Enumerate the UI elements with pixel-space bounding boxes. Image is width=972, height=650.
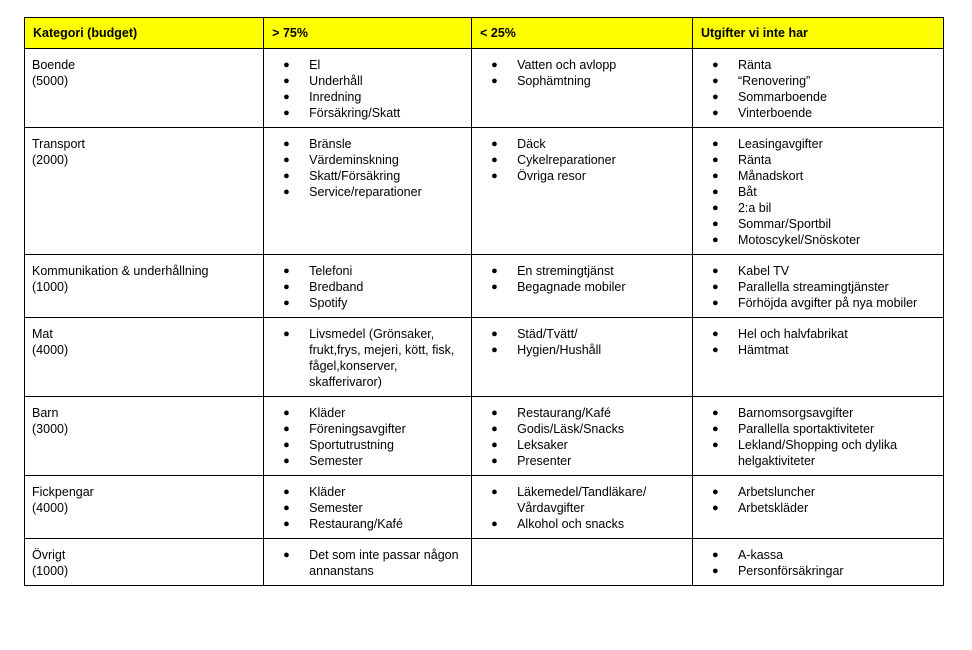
not-have-cell (692, 49, 943, 128)
bullet-icon: ● (711, 59, 719, 71)
list-item-text: Övriga resor (517, 169, 586, 183)
list-item-text: El (309, 58, 321, 72)
list-item-text: Arbetsluncher (737, 485, 816, 499)
list-item-text: Cykelreparationer (517, 153, 616, 167)
list-item-text: Vatten och avlopp (517, 58, 617, 72)
under-25-list (480, 326, 684, 358)
not-have-cell (692, 128, 943, 255)
category-budget: (2000) (32, 153, 69, 167)
bullet-icon: ● (283, 186, 290, 198)
list-item-text: Hämtmat (737, 343, 789, 357)
category-budget: (3000) (32, 422, 69, 436)
bullet-icon: ● (711, 138, 719, 150)
list-item-text: Läkemedel/Tandläkare/ Vårdavgifter (517, 485, 647, 515)
not-have-list (701, 326, 935, 358)
category-name: Boende (32, 58, 76, 72)
table-row (25, 49, 944, 128)
over-75-cell (264, 49, 472, 128)
list-item (480, 484, 684, 516)
budget-document (24, 17, 944, 586)
table-row (25, 255, 944, 318)
list-item (480, 421, 684, 437)
over-75-list (272, 57, 463, 121)
category-name: Fickpengar (32, 485, 94, 499)
under-25-cell (472, 255, 693, 318)
category-cell (25, 128, 264, 255)
list-item (701, 484, 935, 500)
list-item-text: Skatt/Försäkring (309, 169, 401, 183)
bullet-icon: ● (491, 344, 498, 356)
over-75-list (272, 405, 463, 469)
category-budget: (1000) (32, 564, 69, 578)
bullet-icon: ● (491, 138, 498, 150)
header-under-25: < 25% (472, 18, 693, 49)
under-25-list (480, 484, 684, 532)
bullet-icon: ● (711, 218, 719, 230)
list-item-text: Båt (737, 185, 757, 199)
list-item-text: Ränta (737, 153, 772, 167)
not-have-list (701, 547, 935, 579)
list-item (272, 89, 463, 105)
list-item-text: Däck (517, 137, 546, 151)
list-item (701, 547, 935, 563)
table-row (25, 539, 944, 586)
bullet-icon: ● (711, 423, 719, 435)
list-item (701, 152, 935, 168)
list-item (701, 232, 935, 248)
list-item (701, 326, 935, 342)
list-item-text: Godis/Läsk/Snacks (517, 422, 625, 436)
bullet-icon: ● (283, 75, 290, 87)
list-item-text: Spotify (309, 296, 348, 310)
budget-table (24, 17, 944, 586)
bullet-icon: ● (491, 407, 498, 419)
table-body (25, 49, 944, 586)
list-item-text: Restaurang/Kafé (517, 406, 611, 420)
list-item (701, 57, 935, 73)
list-item (272, 326, 463, 390)
list-item (701, 200, 935, 216)
under-25-cell (472, 318, 693, 397)
list-item (272, 279, 463, 295)
list-item-text: Sophämtning (517, 74, 591, 88)
list-item-text: Livsmedel (Grönsaker, frukt,frys, mejeri, kött, fisk, fågel,konserver, skafferivaror) (309, 327, 455, 389)
under-25-list (480, 57, 684, 89)
category-cell (25, 476, 264, 539)
list-item (272, 152, 463, 168)
list-item-text: Ränta (737, 58, 772, 72)
bullet-icon: ● (491, 423, 498, 435)
list-item-text: Försäkring/Skatt (309, 106, 401, 120)
bullet-icon: ● (711, 234, 719, 246)
category-cell (25, 397, 264, 476)
list-item (701, 279, 935, 295)
bullet-icon: ● (491, 154, 498, 166)
list-item-text: Semester (309, 454, 363, 468)
list-item-text: Semester (309, 501, 363, 515)
list-item-text: Arbetskläder (737, 501, 809, 515)
over-75-list (272, 263, 463, 311)
list-item (480, 152, 684, 168)
list-item (701, 73, 935, 89)
over-75-list (272, 136, 463, 200)
list-item (480, 437, 684, 453)
under-25-cell (472, 397, 693, 476)
table-row (25, 397, 944, 476)
list-item (480, 453, 684, 469)
list-item (701, 500, 935, 516)
header-not-have: Utgifter vi inte har (692, 18, 943, 49)
bullet-icon: ● (283, 281, 290, 293)
bullet-icon: ● (283, 328, 290, 340)
bullet-icon: ● (711, 75, 719, 87)
header-over-75: > 75% (264, 18, 472, 49)
list-item-text: Motoscykel/Snöskoter (737, 233, 861, 247)
list-item (480, 136, 684, 152)
not-have-cell (692, 255, 943, 318)
bullet-icon: ● (491, 455, 498, 467)
list-item-text: Hygien/Hushåll (517, 343, 602, 357)
bullet-icon: ● (711, 91, 719, 103)
bullet-icon: ● (491, 328, 498, 340)
bullet-icon: ● (711, 502, 719, 514)
list-item (480, 73, 684, 89)
not-have-list (701, 405, 935, 469)
bullet-icon: ● (283, 518, 290, 530)
list-item-text: Lekland/Shopping och dylika helgaktiviteter (737, 438, 898, 468)
table-row (25, 128, 944, 255)
over-75-list (272, 547, 463, 579)
list-item (480, 516, 684, 532)
list-item-text: Service/reparationer (309, 185, 422, 199)
category-name: Övrigt (32, 548, 66, 562)
list-item-text: En stremingtjänst (517, 264, 614, 278)
not-have-cell (692, 318, 943, 397)
list-item-text: Underhåll (309, 74, 363, 88)
bullet-icon: ● (711, 328, 719, 340)
not-have-cell (692, 539, 943, 586)
header-category: Kategori (budget) (25, 18, 264, 49)
list-item-text: Barnomsorgsavgifter (737, 406, 854, 420)
list-item (272, 73, 463, 89)
under-25-cell (472, 128, 693, 255)
list-item (272, 184, 463, 200)
over-75-cell (264, 128, 472, 255)
bullet-icon: ● (283, 549, 290, 561)
list-item (272, 263, 463, 279)
category-budget: (1000) (32, 280, 69, 294)
bullet-icon: ● (711, 107, 719, 119)
list-item-text: Telefoni (309, 264, 353, 278)
list-item (272, 547, 463, 579)
bullet-icon: ● (711, 154, 719, 166)
list-item-text: Förhöjda avgifter på nya mobiler (737, 296, 918, 310)
list-item (701, 342, 935, 358)
list-item (272, 105, 463, 121)
bullet-icon: ● (711, 265, 719, 277)
table-row (25, 476, 944, 539)
under-25-list (480, 263, 684, 295)
bullet-icon: ● (283, 439, 290, 451)
list-item (701, 295, 935, 311)
not-have-list (701, 57, 935, 121)
list-item (701, 405, 935, 421)
list-item-text: Kläder (309, 485, 346, 499)
list-item-text: Städ/Tvätt/ (517, 327, 578, 341)
bullet-icon: ● (283, 138, 290, 150)
under-25-list (480, 405, 684, 469)
list-item (701, 136, 935, 152)
list-item-text: Alkohol och snacks (517, 517, 625, 531)
not-have-cell (692, 397, 943, 476)
bullet-icon: ● (711, 297, 719, 309)
over-75-cell (264, 255, 472, 318)
bullet-icon: ● (711, 281, 719, 293)
bullet-icon: ● (283, 297, 290, 309)
list-item (272, 500, 463, 516)
list-item-text: Sommar/Sportbil (737, 217, 832, 231)
bullet-icon: ● (283, 423, 290, 435)
bullet-icon: ● (491, 439, 498, 451)
list-item (272, 421, 463, 437)
list-item-text: Värdeminskning (309, 153, 399, 167)
list-item (272, 405, 463, 421)
category-cell (25, 539, 264, 586)
list-item (480, 326, 684, 342)
bullet-icon: ● (283, 107, 290, 119)
over-75-list (272, 484, 463, 532)
bullet-icon: ● (711, 549, 719, 561)
list-item-text: Föreningsavgifter (309, 422, 406, 436)
list-item (701, 105, 935, 121)
category-cell (25, 49, 264, 128)
list-item (272, 136, 463, 152)
category-name: Transport (32, 137, 86, 151)
bullet-icon: ● (711, 439, 719, 451)
list-item-text: Parallella streamingtjänster (737, 280, 889, 294)
list-item (480, 168, 684, 184)
category-cell (25, 255, 264, 318)
list-item-text: Kabel TV (737, 264, 790, 278)
over-75-cell (264, 539, 472, 586)
category-name: Kommunikation & underhållning (32, 264, 209, 278)
list-item (701, 437, 935, 469)
list-item-text: Leasingavgifter (737, 137, 823, 151)
bullet-icon: ● (711, 202, 719, 214)
list-item (701, 89, 935, 105)
bullet-icon: ● (283, 170, 290, 182)
bullet-icon: ● (491, 75, 498, 87)
bullet-icon: ● (283, 59, 290, 71)
bullet-icon: ● (491, 265, 498, 277)
list-item-text: Månadskort (737, 169, 804, 183)
bullet-icon: ● (711, 170, 719, 182)
list-item (480, 342, 684, 358)
list-item-text: Parallella sportaktiviteter (737, 422, 875, 436)
list-item (480, 263, 684, 279)
bullet-icon: ● (283, 154, 290, 166)
list-item-text: A-kassa (737, 548, 784, 562)
not-have-list (701, 263, 935, 311)
list-item (480, 57, 684, 73)
category-budget: (4000) (32, 343, 69, 357)
list-item (272, 57, 463, 73)
over-75-cell (264, 476, 472, 539)
list-item-text: Sportutrustning (309, 438, 394, 452)
list-item (701, 421, 935, 437)
list-item (701, 168, 935, 184)
list-item (701, 563, 935, 579)
list-item-text: Vinterboende (737, 106, 813, 120)
list-item (272, 484, 463, 500)
bullet-icon: ● (283, 455, 290, 467)
category-name: Mat (32, 327, 53, 341)
list-item-text: 2:a bil (737, 201, 772, 215)
list-item (701, 184, 935, 200)
bullet-icon: ● (283, 486, 290, 498)
bullet-icon: ● (283, 502, 290, 514)
bullet-icon: ● (283, 265, 290, 277)
not-have-list (701, 484, 935, 516)
under-25-cell (472, 476, 693, 539)
list-item (272, 437, 463, 453)
category-name: Barn (32, 406, 59, 420)
bullet-icon: ● (491, 486, 498, 498)
bullet-icon: ● (711, 486, 719, 498)
list-item (701, 216, 935, 232)
list-item (272, 516, 463, 532)
list-item-text: Begagnade mobiler (517, 280, 626, 294)
not-have-cell (692, 476, 943, 539)
under-25-cell (472, 539, 693, 586)
list-item-text: Restaurang/Kafé (309, 517, 403, 531)
list-item-text: Sommarboende (737, 90, 827, 104)
list-item (272, 453, 463, 469)
over-75-cell (264, 318, 472, 397)
table-row (25, 318, 944, 397)
bullet-icon: ● (491, 170, 498, 182)
list-item-text: Hel och halvfabrikat (737, 327, 848, 341)
bullet-icon: ● (711, 186, 719, 198)
list-item-text: Bränsle (309, 137, 352, 151)
list-item-text: Bredband (309, 280, 364, 294)
under-25-list (480, 136, 684, 184)
list-item-text: Presenter (517, 454, 572, 468)
over-75-cell (264, 397, 472, 476)
list-item (480, 405, 684, 421)
list-item (480, 279, 684, 295)
bullet-icon: ● (491, 59, 498, 71)
bullet-icon: ● (491, 281, 498, 293)
bullet-icon: ● (491, 518, 498, 530)
list-item (272, 295, 463, 311)
not-have-list (701, 136, 935, 248)
under-25-cell (472, 49, 693, 128)
list-item-text: “Renovering” (737, 74, 811, 88)
category-budget: (5000) (32, 74, 69, 88)
list-item (272, 168, 463, 184)
over-75-list (272, 326, 463, 390)
bullet-icon: ● (711, 407, 719, 419)
list-item-text: Kläder (309, 406, 346, 420)
bullet-icon: ● (283, 407, 290, 419)
header-row (25, 18, 944, 49)
category-budget: (4000) (32, 501, 69, 515)
list-item-text: Leksaker (517, 438, 568, 452)
bullet-icon: ● (711, 344, 719, 356)
list-item-text: Inredning (309, 90, 362, 104)
bullet-icon: ● (283, 91, 290, 103)
list-item-text: Personförsäkringar (737, 564, 844, 578)
list-item (701, 263, 935, 279)
category-cell (25, 318, 264, 397)
list-item-text: Det som inte passar någon annanstans (309, 548, 459, 578)
bullet-icon: ● (711, 565, 719, 577)
